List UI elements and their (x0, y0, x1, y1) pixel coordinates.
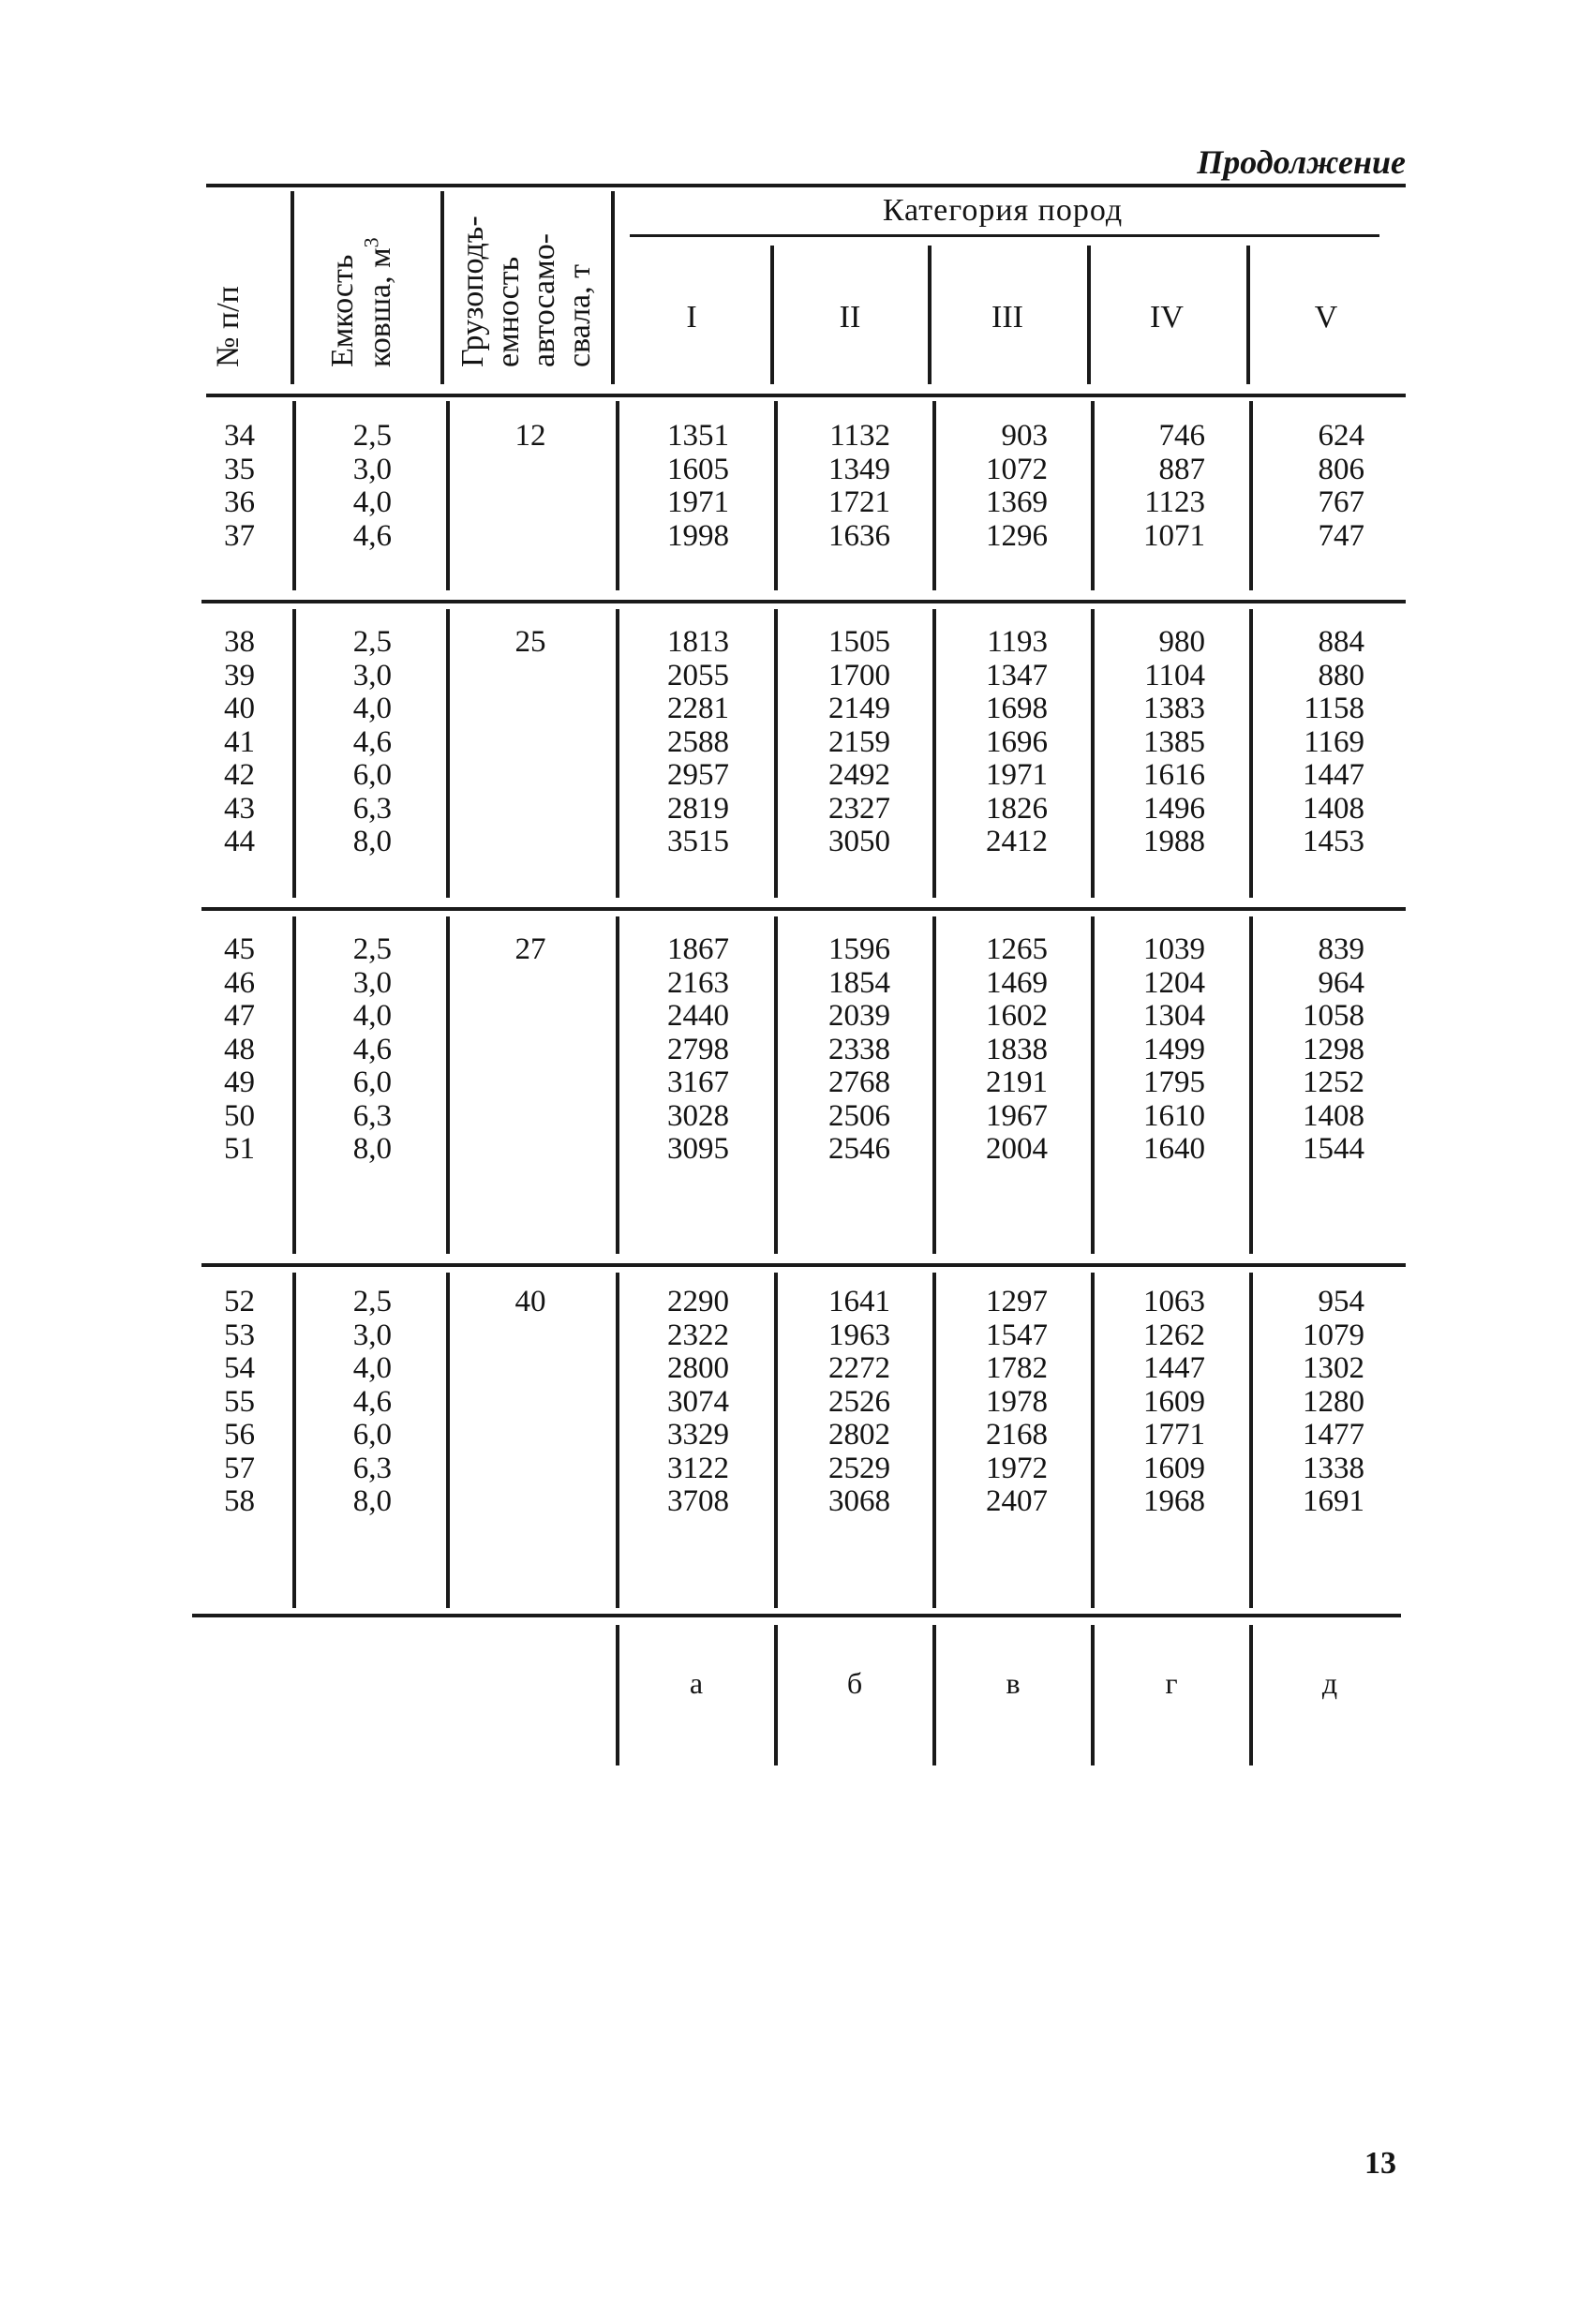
productivity-value-cat-5: 839 (1318, 932, 1364, 966)
productivity-value-cat-2: 1700 (828, 658, 890, 693)
productivity-value-cat-2: 1641 (828, 1285, 890, 1318)
continuation-heading: Продолжение (1197, 143, 1406, 181)
bucket-capacity-value: 8,0 (352, 1484, 392, 1518)
header-divider-3 (611, 191, 615, 384)
footer-divider-1 (616, 1625, 619, 1765)
productivity-value-cat-5: 1477 (1303, 1418, 1364, 1452)
row-number: 42 (224, 758, 255, 792)
row-number: 40 (224, 692, 255, 725)
productivity-value-cat-4: 1640 (1143, 1132, 1205, 1166)
column-divider (774, 916, 778, 1254)
productivity-value-cat-2: 2526 (828, 1384, 890, 1419)
productivity-value-cat-3: 1978 (986, 1384, 1048, 1419)
bucket-capacity-value: 6,3 (352, 791, 392, 826)
productivity-value-cat-1: 3167 (667, 1065, 729, 1099)
footer-divider-4 (1091, 1625, 1095, 1765)
productivity-value-cat-1: 1971 (667, 485, 729, 519)
productivity-value-cat-4: 1609 (1143, 1451, 1205, 1485)
productivity-value-cat-1: 2290 (667, 1285, 729, 1318)
productivity-value-cat-4: 887 (1158, 452, 1205, 486)
productivity-value-cat-1: 2819 (667, 791, 729, 826)
productivity-value-cat-3: 1547 (986, 1318, 1048, 1352)
column-divider (932, 401, 936, 590)
productivity-value-cat-2: 1854 (828, 965, 890, 1000)
group-separator-rule (201, 907, 1406, 911)
header-bucket-capacity: Емкость ковша, $м^3$ (325, 237, 397, 367)
productivity-value-cat-1: 2322 (667, 1318, 729, 1352)
truck-capacity-value: 27 (514, 932, 546, 966)
productivity-value-cat-3: 1296 (986, 518, 1048, 553)
header-divider-6 (1087, 246, 1091, 384)
productivity-value-cat-2: 1505 (828, 625, 890, 659)
column-divider (1249, 916, 1253, 1254)
productivity-value-cat-3: 1838 (986, 1032, 1048, 1066)
row-number: 55 (224, 1384, 255, 1419)
productivity-value-cat-3: 1193 (987, 625, 1048, 659)
column-divider (446, 401, 450, 590)
bucket-capacity-value: 3,0 (352, 658, 392, 693)
column-divider (774, 609, 778, 898)
productivity-value-cat-3: 2412 (986, 825, 1048, 858)
productivity-value-cat-2: 2338 (828, 1032, 890, 1066)
productivity-value-cat-5: 1544 (1303, 1132, 1364, 1166)
productivity-value-cat-4: 1988 (1143, 825, 1205, 858)
bucket-capacity-value: 6,0 (352, 1065, 392, 1099)
table-top-rule (206, 184, 1406, 187)
row-number: 44 (224, 825, 255, 858)
bucket-capacity-value: 6,3 (352, 1451, 392, 1485)
productivity-value-cat-5: 1280 (1303, 1384, 1364, 1419)
header-row-number: № п/п (211, 286, 246, 367)
productivity-value-cat-4: 1771 (1143, 1418, 1205, 1452)
footer-label-v: в (1006, 1666, 1021, 1700)
productivity-value-cat-1: 1813 (667, 625, 729, 659)
column-divider (1249, 609, 1253, 898)
category-label-V: V (1314, 300, 1338, 335)
bucket-capacity-value: 4,0 (352, 999, 392, 1033)
productivity-value-cat-3: 903 (1001, 419, 1048, 453)
productivity-value-cat-2: 2149 (828, 692, 890, 725)
row-number: 50 (224, 1098, 255, 1133)
productivity-value-cat-4: 1039 (1143, 932, 1205, 966)
productivity-value-cat-3: 1369 (986, 485, 1048, 519)
bucket-capacity-value: 6,0 (352, 1418, 392, 1452)
rock-category-heading: Категория пород (882, 193, 1124, 228)
productivity-value-cat-2: 1963 (828, 1318, 890, 1352)
header-truck-capacity: Грузоподъ- емность автосамо- свала, т (455, 216, 597, 367)
productivity-value-cat-3: 1297 (986, 1285, 1048, 1318)
productivity-value-cat-4: 1499 (1143, 1032, 1205, 1066)
productivity-value-cat-2: 1596 (828, 932, 890, 966)
column-divider (446, 916, 450, 1254)
footer-divider-3 (932, 1625, 936, 1765)
productivity-value-cat-3: 1265 (986, 932, 1048, 966)
column-divider (774, 401, 778, 590)
productivity-value-cat-1: 1867 (667, 932, 729, 966)
productivity-value-cat-3: 1072 (986, 452, 1048, 486)
productivity-value-cat-5: 1691 (1303, 1484, 1364, 1518)
productivity-value-cat-1: 1605 (667, 452, 729, 486)
productivity-value-cat-4: 1123 (1144, 485, 1205, 519)
row-number: 47 (224, 999, 255, 1033)
productivity-value-cat-3: 1782 (986, 1351, 1048, 1385)
row-number: 48 (224, 1032, 255, 1066)
productivity-value-cat-1: 3095 (667, 1132, 729, 1166)
productivity-value-cat-4: 1616 (1143, 758, 1205, 792)
productivity-value-cat-2: 1636 (828, 518, 890, 553)
column-divider (446, 609, 450, 898)
productivity-value-cat-3: 1967 (986, 1098, 1048, 1133)
row-number: 43 (224, 791, 255, 826)
productivity-value-cat-2: 2529 (828, 1451, 890, 1485)
productivity-value-cat-2: 2546 (828, 1132, 890, 1166)
productivity-value-cat-5: 1158 (1304, 692, 1364, 725)
productivity-value-cat-2: 1132 (829, 419, 890, 453)
productivity-value-cat-5: 1453 (1303, 825, 1364, 858)
productivity-value-cat-3: 2191 (986, 1065, 1048, 1099)
row-number: 57 (224, 1451, 255, 1485)
column-divider (1091, 609, 1095, 898)
bucket-capacity-value: 4,6 (352, 518, 392, 553)
productivity-value-cat-1: 3329 (667, 1418, 729, 1452)
truck-capacity-value: 12 (514, 419, 546, 453)
category-label-IV: IV (1150, 300, 1184, 335)
bucket-capacity-value: 4,0 (352, 1351, 392, 1385)
productivity-value-cat-5: 767 (1318, 485, 1364, 519)
column-divider (446, 1273, 450, 1608)
column-divider (932, 1273, 936, 1608)
bucket-capacity-value: 4,0 (352, 485, 392, 519)
footer-label-d: д (1321, 1666, 1338, 1700)
productivity-value-cat-4: 1968 (1143, 1484, 1205, 1518)
productivity-value-cat-1: 3028 (667, 1098, 729, 1133)
productivity-value-cat-4: 1795 (1143, 1065, 1205, 1099)
productivity-value-cat-5: 1447 (1303, 758, 1364, 792)
productivity-value-cat-4: 980 (1158, 625, 1205, 659)
productivity-value-cat-4: 1447 (1143, 1351, 1205, 1385)
productivity-value-cat-3: 1971 (986, 758, 1048, 792)
column-divider (292, 401, 296, 590)
productivity-value-cat-5: 884 (1318, 625, 1364, 659)
column-divider (1249, 401, 1253, 590)
productivity-value-cat-1: 2281 (667, 692, 729, 725)
productivity-value-cat-3: 2407 (986, 1484, 1048, 1518)
productivity-value-cat-4: 1262 (1143, 1318, 1205, 1352)
productivity-value-cat-1: 1998 (667, 518, 729, 553)
productivity-value-cat-5: 1338 (1303, 1451, 1364, 1485)
productivity-value-cat-5: 964 (1318, 965, 1364, 1000)
bucket-capacity-value: 3,0 (352, 1318, 392, 1352)
bucket-capacity-value: 8,0 (352, 1132, 392, 1166)
productivity-value-cat-1: 2055 (667, 658, 729, 693)
productivity-value-cat-5: 1408 (1303, 1098, 1364, 1133)
productivity-value-cat-3: 1602 (986, 999, 1048, 1033)
row-number: 56 (224, 1418, 255, 1452)
productivity-value-cat-3: 1347 (986, 658, 1048, 693)
row-number: 36 (224, 485, 255, 519)
productivity-value-cat-4: 1383 (1143, 692, 1205, 725)
productivity-value-cat-5: 1169 (1304, 724, 1364, 759)
category-label-I: I (686, 300, 697, 335)
productivity-value-cat-2: 2506 (828, 1098, 890, 1133)
column-divider (932, 916, 936, 1254)
header-divider-4 (770, 246, 774, 384)
productivity-value-cat-4: 1104 (1144, 658, 1205, 693)
column-divider (616, 401, 619, 590)
productivity-value-cat-5: 806 (1318, 452, 1364, 486)
productivity-value-cat-5: 1302 (1303, 1351, 1364, 1385)
productivity-value-cat-1: 2440 (667, 999, 729, 1033)
productivity-value-cat-2: 2802 (828, 1418, 890, 1452)
column-divider (616, 916, 619, 1254)
row-number: 37 (224, 518, 255, 553)
bucket-capacity-value: 2,5 (352, 1285, 392, 1318)
productivity-value-cat-2: 2272 (828, 1351, 890, 1385)
productivity-value-cat-5: 1408 (1303, 791, 1364, 826)
productivity-value-cat-4: 1304 (1143, 999, 1205, 1033)
footer-divider-2 (774, 1625, 778, 1765)
column-divider (774, 1273, 778, 1608)
column-divider (1091, 401, 1095, 590)
truck-capacity-value: 40 (514, 1285, 546, 1318)
column-divider (1091, 1273, 1095, 1608)
productivity-value-cat-1: 3074 (667, 1384, 729, 1419)
truck-capacity-value: 25 (514, 625, 546, 659)
productivity-value-cat-2: 3068 (828, 1484, 890, 1518)
productivity-value-cat-1: 3708 (667, 1484, 729, 1518)
bucket-capacity-value: 2,5 (352, 419, 392, 453)
productivity-value-cat-1: 2957 (667, 758, 729, 792)
productivity-value-cat-4: 1063 (1143, 1285, 1205, 1318)
productivity-value-cat-2: 2039 (828, 999, 890, 1033)
productivity-value-cat-2: 2768 (828, 1065, 890, 1099)
row-number: 51 (224, 1132, 255, 1166)
productivity-value-cat-5: 880 (1318, 658, 1364, 693)
productivity-value-cat-3: 2004 (986, 1132, 1048, 1166)
productivity-value-cat-5: 747 (1318, 518, 1364, 553)
category-label-III: III (991, 300, 1023, 335)
row-number: 39 (224, 658, 255, 693)
group-separator-rule (201, 1263, 1406, 1267)
page-number: 13 (1364, 2146, 1396, 2181)
productivity-value-cat-5: 1079 (1303, 1318, 1364, 1352)
productivity-value-cat-4: 1609 (1143, 1384, 1205, 1419)
bucket-capacity-value: 4,6 (352, 724, 392, 759)
column-divider (616, 609, 619, 898)
bucket-capacity-value: 6,3 (352, 1098, 392, 1133)
productivity-value-cat-5: 1058 (1303, 999, 1364, 1033)
bucket-capacity-value: 2,5 (352, 932, 392, 966)
productivity-value-cat-1: 2163 (667, 965, 729, 1000)
productivity-value-cat-5: 624 (1318, 419, 1364, 453)
header-bottom-rule (206, 394, 1406, 397)
row-number: 58 (224, 1484, 255, 1518)
productivity-value-cat-3: 1826 (986, 791, 1048, 826)
bucket-capacity-value: 4,6 (352, 1384, 392, 1419)
productivity-value-cat-3: 1696 (986, 724, 1048, 759)
productivity-value-cat-4: 1496 (1143, 791, 1205, 826)
header-divider-2 (440, 191, 444, 384)
productivity-value-cat-2: 2492 (828, 758, 890, 792)
row-number: 34 (224, 419, 255, 453)
bucket-capacity-value: 3,0 (352, 452, 392, 486)
productivity-value-cat-1: 2588 (667, 724, 729, 759)
productivity-value-cat-4: 1610 (1143, 1098, 1205, 1133)
productivity-value-cat-5: 1298 (1303, 1032, 1364, 1066)
row-number: 38 (224, 625, 255, 659)
productivity-value-cat-4: 1385 (1143, 724, 1205, 759)
group-separator-rule (201, 600, 1406, 603)
productivity-value-cat-1: 2800 (667, 1351, 729, 1385)
row-number: 49 (224, 1065, 255, 1099)
bucket-capacity-value: 3,0 (352, 965, 392, 1000)
category-rule (630, 234, 1379, 237)
column-divider (1249, 1273, 1253, 1608)
column-divider (292, 609, 296, 898)
bucket-capacity-value: 6,0 (352, 758, 392, 792)
footer-label-b: б (846, 1666, 863, 1700)
footer-label-g: г (1165, 1666, 1178, 1700)
productivity-value-cat-5: 1252 (1303, 1065, 1364, 1099)
bucket-capacity-value: 2,5 (352, 625, 392, 659)
column-divider (932, 609, 936, 898)
productivity-value-cat-3: 2168 (986, 1418, 1048, 1452)
productivity-value-cat-3: 1469 (986, 965, 1048, 1000)
productivity-value-cat-1: 1351 (667, 419, 729, 453)
row-number: 46 (224, 965, 255, 1000)
productivity-value-cat-2: 1721 (828, 485, 890, 519)
productivity-value-cat-3: 1698 (986, 692, 1048, 725)
productivity-value-cat-1: 3122 (667, 1451, 729, 1485)
productivity-value-cat-2: 2327 (828, 791, 890, 826)
header-divider-7 (1246, 246, 1250, 384)
productivity-value-cat-2: 3050 (828, 825, 890, 858)
productivity-value-cat-5: 954 (1318, 1285, 1364, 1318)
header-divider-1 (291, 191, 294, 384)
footer-divider-5 (1249, 1625, 1253, 1765)
row-number: 45 (224, 932, 255, 966)
column-divider (1091, 916, 1095, 1254)
header-divider-5 (928, 246, 932, 384)
category-label-II: II (839, 300, 861, 335)
row-number: 41 (224, 724, 255, 759)
productivity-value-cat-3: 1972 (986, 1451, 1048, 1485)
footer-label-a: а (689, 1666, 704, 1700)
column-divider (292, 1273, 296, 1608)
productivity-value-cat-1: 2798 (667, 1032, 729, 1066)
productivity-value-cat-1: 3515 (667, 825, 729, 858)
row-number: 52 (224, 1285, 255, 1318)
row-number: 54 (224, 1351, 255, 1385)
row-number: 35 (224, 452, 255, 486)
productivity-value-cat-4: 1204 (1143, 965, 1205, 1000)
productivity-value-cat-4: 746 (1158, 419, 1205, 453)
footer-rule (192, 1614, 1401, 1617)
productivity-value-cat-2: 1349 (828, 452, 890, 486)
bucket-capacity-value: 8,0 (352, 825, 392, 858)
productivity-value-cat-2: 2159 (828, 724, 890, 759)
bucket-capacity-value: 4,6 (352, 1032, 392, 1066)
bucket-capacity-value: 4,0 (352, 692, 392, 725)
column-divider (616, 1273, 619, 1608)
productivity-value-cat-4: 1071 (1143, 518, 1205, 553)
column-divider (292, 916, 296, 1254)
row-number: 53 (224, 1318, 255, 1352)
